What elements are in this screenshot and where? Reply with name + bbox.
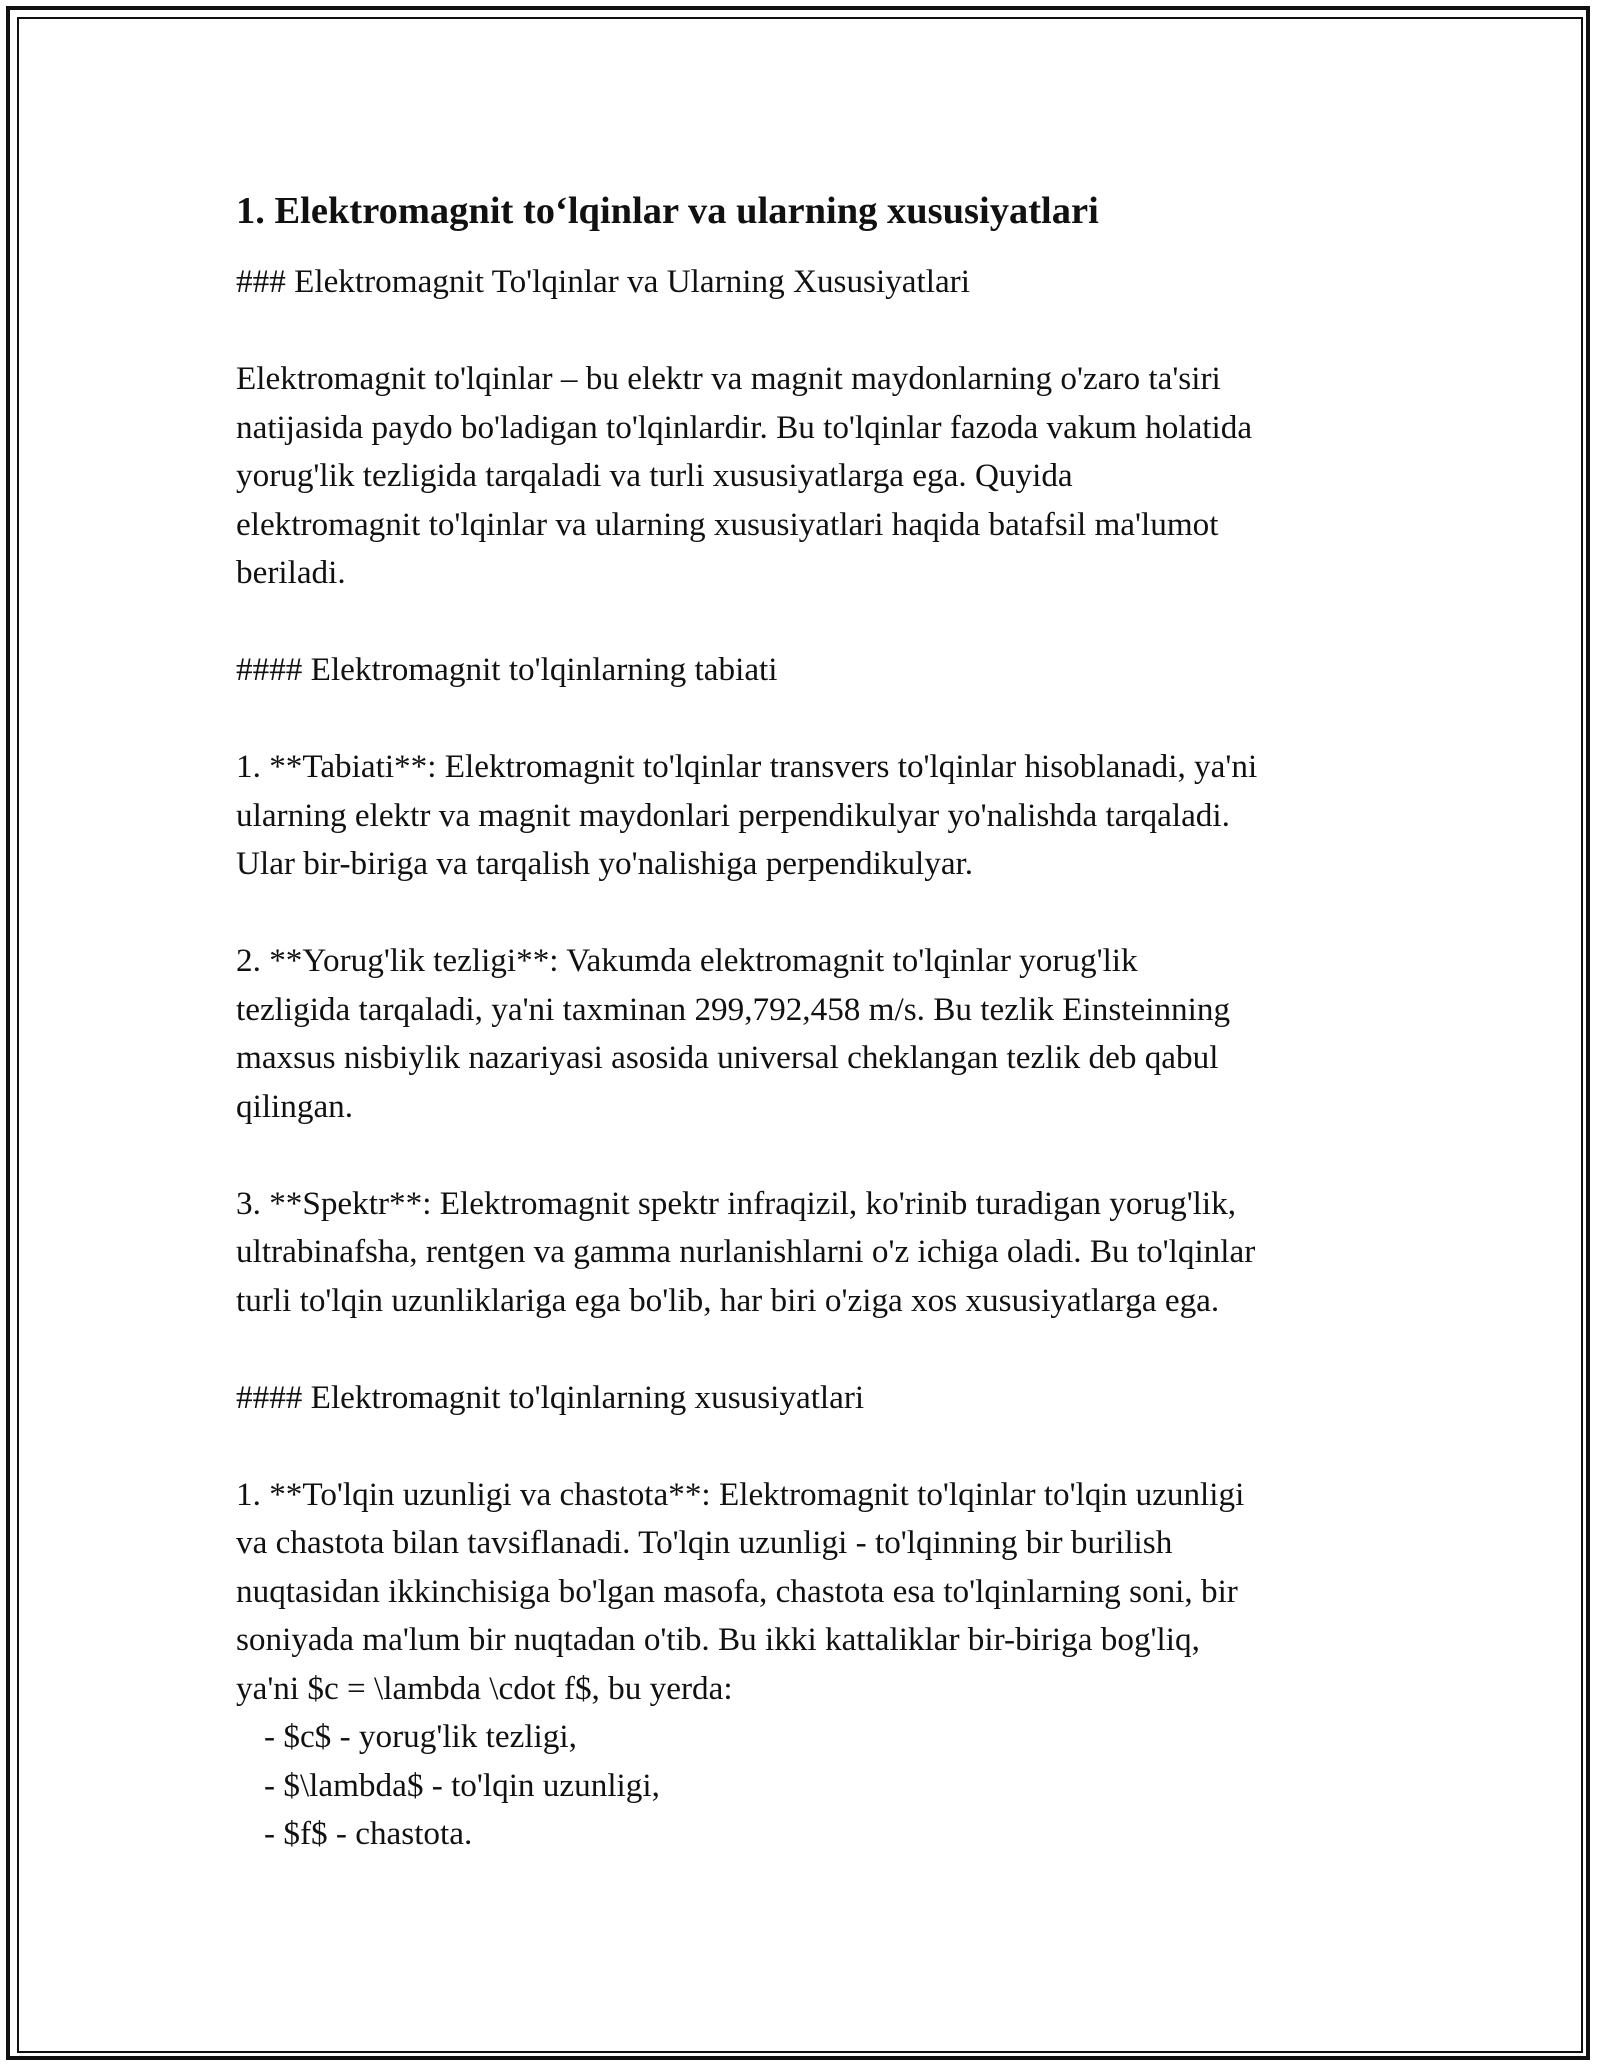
text-line: qilingan. [236, 1087, 354, 1125]
text-line: Elektromagnit to'lqinlar – bu elektr va magnit maydonlarning o'zaro ta'siri [236, 360, 1221, 397]
text-line: #### Elektromagnit to'lqinlarning tabiati [236, 651, 778, 688]
text-line: ### Elektromagnit To'lqinlar va Ularning Xususiyatlari [236, 263, 970, 300]
text-line: va chastota bilan tavsiflanadi. To'lqin uzunligi - to'lqinning bir burilish [236, 1524, 1173, 1561]
text-line: yorug'lik tezligida tarqaladi va turli xususiyatlarga ega. Quyida [236, 457, 1073, 494]
section-heading-properties [236, 1374, 1386, 1423]
text-line: 1. **To'lqin uzunligi va chastota**: Elektromagnit to'lqinlar to'lqin uzunligi [236, 1475, 1245, 1513]
text-line: nuqtasidan ikkinchisiga bo'lgan masofa, chastota esa to'lqinlarning soni, bir [236, 1572, 1238, 1610]
text-line: elektromagnit to'lqinlar va ularning xususiyatlari haqida batafsil ma'lumot [236, 505, 1219, 543]
list-item-nature [236, 743, 1386, 889]
markdown-heading-paragraph [236, 258, 1386, 307]
text-line: 3. **Spektr**: Elektromagnit spektr infraqizil, ko'rinib turadigan yorug'lik, [236, 1184, 1237, 1222]
text-line: turli to'lqin uzunliklariga ega bo'lib, har biri o'ziga xos xususiyatlarga ega. [236, 1281, 1220, 1319]
text-line: 1. **Tabiati**: Elektromagnit to'lqinlar transvers to'lqinlar hisoblanadi, ya'ni [236, 748, 1258, 785]
text-line: natijasida paydo bo'ladigan to'lqinlardir. Bu to'lqinlar fazoda vakum holatida [236, 408, 1253, 446]
document-body [236, 186, 1386, 1907]
document-title: 1. Elektromagnit to‘lqinlar va ularning xususiyatlari [236, 190, 1099, 232]
intro-paragraph [236, 355, 1386, 598]
sub-list-item: - $c$ - yorug'lik tezligi, [264, 1718, 577, 1755]
list-item-speed-of-light [236, 937, 1386, 1131]
text-line: tezligida tarqaladi, ya'ni taxminan 299,792,458 m/s. Bu tezlik Einsteinning [236, 990, 1231, 1028]
sub-list-item: - $f$ - chastota. [264, 1815, 473, 1852]
text-line: maxsus nisbiylik nazariyasi asosida universal cheklangan tezlik deb qabul [236, 1039, 1219, 1076]
text-line: ya'ni $c = \lambda \cdot f$, bu yerda: [236, 1669, 733, 1707]
text-line: ultrabinafsha, rentgen va gamma nurlanishlarni o'z ichiga oladi. Bu to'lqinlar [236, 1233, 1256, 1270]
text-line: Ular bir-biriga va tarqalish yo'nalishiga perpendikulyar. [236, 845, 974, 882]
text-line: #### Elektromagnit to'lqinlarning xususiyatlari [236, 1378, 865, 1416]
text-line: 2. **Yorug'lik tezligi**: Vakumda elektromagnit to'lqinlar yorug'lik [236, 942, 1138, 979]
list-item-wavelength-frequency [236, 1471, 1386, 1859]
text-line: beriladi. [236, 554, 346, 591]
text-line: soniyada ma'lum bir nuqtadan o'tib. Bu ikki kattaliklar bir-biriga bog'liq, [236, 1621, 1200, 1658]
section-heading-nature [236, 646, 1386, 695]
sub-list-item: - $\lambda$ - to'lqin uzunligi, [264, 1766, 660, 1804]
list-item-spectrum [236, 1180, 1386, 1326]
text-line: ularning elektr va magnit maydonlari perpendikulyar yo'nalishda tarqaladi. [236, 796, 1230, 834]
